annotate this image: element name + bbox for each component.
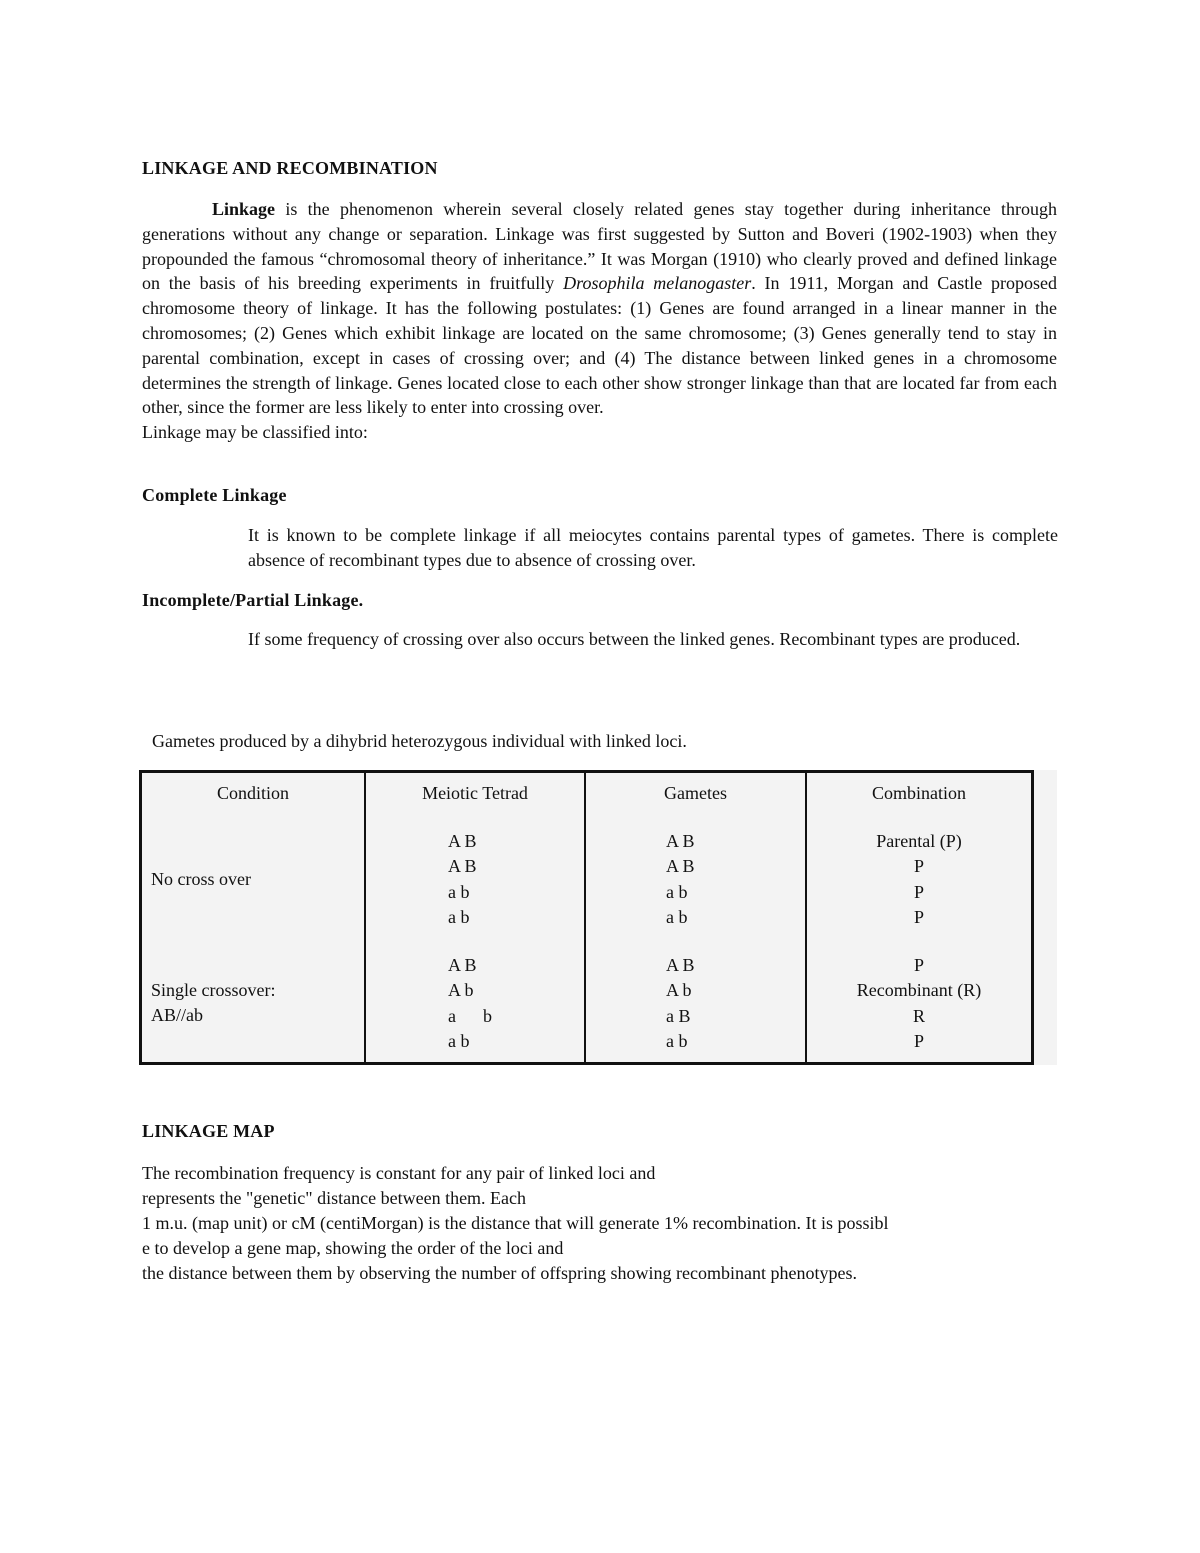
table-shade (1034, 770, 1057, 1065)
complete-linkage-text: It is known to be complete linkage if all meiocytes contains parental types of gametes. There is complete absence of recombinant types due to absence of crossing over. (248, 525, 1058, 570)
table-caption: Gametes produced by a dihybrid heterozygous individual with linked loci. (152, 731, 687, 751)
map-line: e to develop a gene map, showing the order of the loci and (142, 1238, 564, 1258)
tetrad-column (366, 773, 586, 1062)
complete-linkage-heading: Complete Linkage (142, 485, 287, 505)
combination-column (807, 773, 1031, 1062)
linkage-map-heading: LINKAGE MAP (142, 1121, 275, 1141)
species-name: Drosophila melanogaster (563, 273, 752, 294)
partial-linkage-heading: Incomplete/Partial Linkage. (142, 590, 364, 610)
no-cross-condition: No cross over (151, 869, 251, 889)
single-cross-combination: P Recombinant (R) R P (856, 955, 982, 1051)
linkage-map-text (142, 1161, 1062, 1286)
map-line: The recombination frequency is constant for any pair of linked loci and (142, 1163, 656, 1183)
no-cross-gametes: A B A B a b a b (666, 831, 695, 927)
map-line: the distance between them by observing the number of offspring showing recombinant phenotypes. (142, 1263, 857, 1283)
single-cross-tetrad: A B A b a b a b (448, 955, 492, 1051)
intro-paragraph (142, 197, 1057, 445)
partial-linkage-text: If some frequency of crossing over also occurs between the linked genes. Recombinant types are produced. (248, 629, 1021, 649)
gametes-column (586, 773, 807, 1062)
no-cross-tetrad: A B A B a b a b (448, 831, 477, 927)
single-cross-gametes: A B A b a B a b (666, 955, 695, 1051)
section-title: LINKAGE AND RECOMBINATION (142, 158, 438, 178)
gametes-table (139, 770, 1034, 1065)
map-line: 1 m.u. (map unit) or cM (centiMorgan) is the distance that will generate 1% recombination. It is possibl (142, 1213, 889, 1233)
header-combination: Combination (872, 783, 966, 803)
condition-column (142, 773, 366, 1062)
header-gametes: Gametes (664, 783, 727, 803)
intro-closing: Linkage may be classified into: (142, 422, 368, 443)
header-condition: Condition (216, 783, 289, 803)
intro-text-2: . In 1911, Morgan and Castle proposed chromosome theory of linkage. It has the following postulates: (1) Genes are found arranged in a linear manner in the chromosomes; (2) Genes which exhibit linkage are located on the same chromosome; (3) Genes generally tend to stay in parental combination, except in cases of crossing over; and (4) The distance between linked genes in a chromosome determines the strength of linkage. Genes located close to each other show stronger linkage than that are located far from each other, since the former are less likely to enter into crossing over. (142, 273, 1057, 418)
single-cross-condition: Single crossover: AB//ab (151, 980, 276, 1026)
intro-text-1: is the phenomenon wherein several closely related genes stay together during inheritance through generations without any change or separation. Linkage was first suggested by Sutton and Boveri (1902-1903) when they propounded the famous “chromosomal theory of inheritance.” It was Morgan (1910) who clearly proved and defined linkage on the basis of his breeding experiments in fruitfully (142, 199, 1057, 294)
header-tetrad: Meiotic Tetrad (422, 783, 528, 803)
no-cross-combination: Parental (P) P P P (876, 831, 962, 927)
map-line: represents the "genetic" distance between them. Each (142, 1188, 527, 1208)
linkage-term: Linkage (212, 199, 276, 219)
